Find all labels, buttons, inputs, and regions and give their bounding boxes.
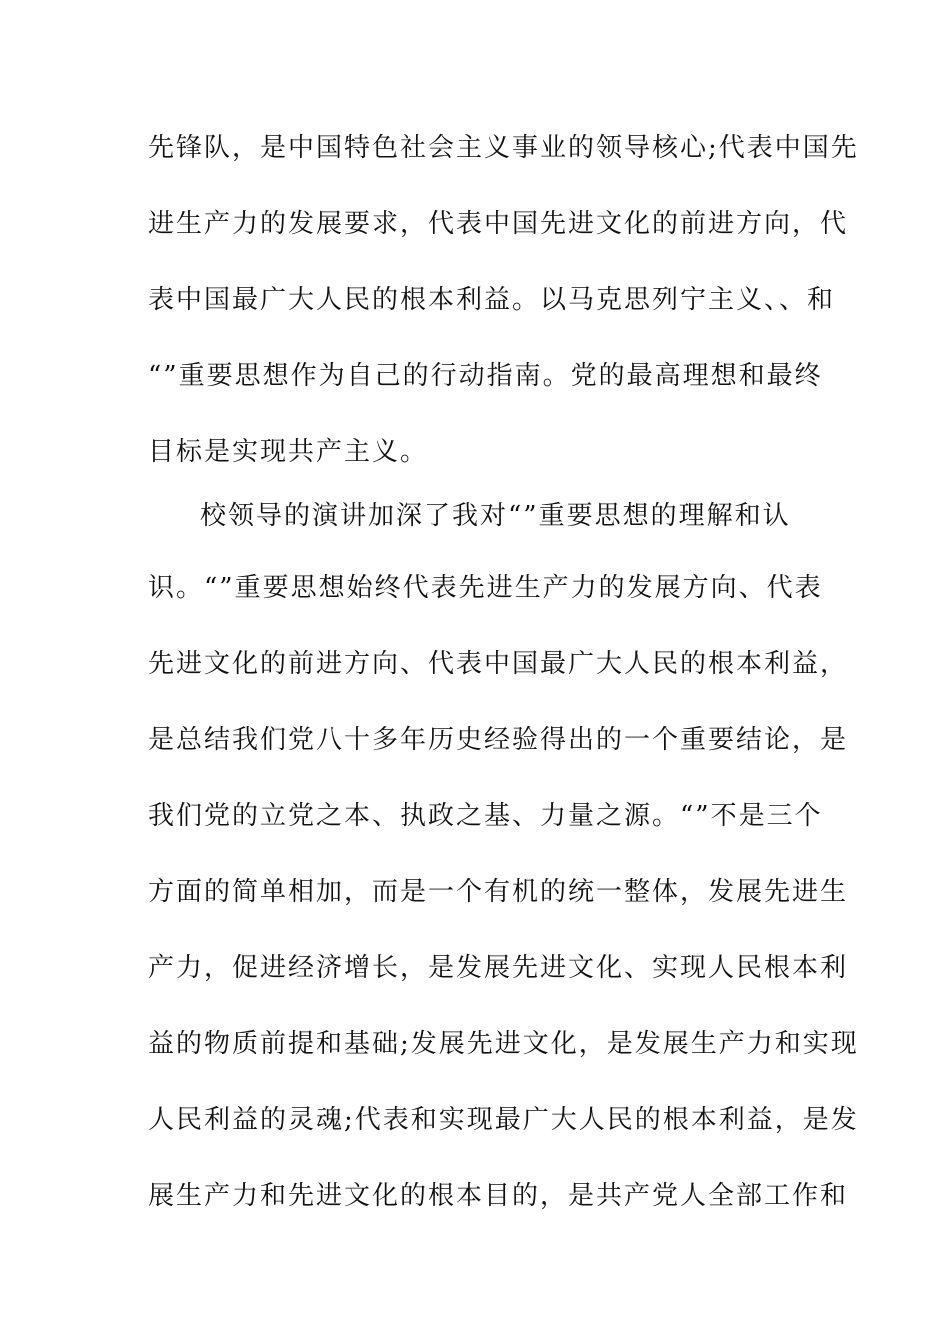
text-line: 我们党的立党之本、执政之基、力量之源。“”不是三个 <box>148 801 823 831</box>
paragraph-first-line: 校领导的演讲加深了我对“”重要思想的理解和认 <box>200 501 791 531</box>
text-line: 目标是实现共产主义。 <box>148 437 429 467</box>
text-line: 是总结我们党八十多年历史经验得出的一个重要结论，是 <box>148 725 849 755</box>
text-line: 产力，促进经济增长，是发展先进文化、实现人民根本利 <box>148 953 849 983</box>
text-line: 表中国最广大人民的根本利益。以马克思列宁主义、、和 <box>148 285 836 315</box>
text-line: 识。“”重要思想始终代表先进生产力的发展方向、代表 <box>148 573 823 603</box>
text-line: 展生产力和先进文化的根本目的，是共产党人全部工作和 <box>148 1181 849 1211</box>
text-line: 进生产力的发展要求，代表中国先进文化的前进方向，代 <box>148 209 849 239</box>
text-line: 先锋队，是中国特色社会主义事业的领导核心;代表中国先 <box>148 133 859 163</box>
text-line: 益的物质前提和基础;发展先进文化，是发展生产力和实现 <box>148 1029 859 1059</box>
text-line: 人民利益的灵魂;代表和实现最广大人民的根本利益，是发 <box>148 1105 859 1135</box>
text-line: 方面的简单相加，而是一个有机的统一整体，发展先进生 <box>148 877 849 907</box>
text-line: “”重要思想作为自己的行动指南。党的最高理想和最终 <box>148 361 823 391</box>
text-line: 先进文化的前进方向、代表中国最广大人民的根本利益， <box>148 649 849 679</box>
